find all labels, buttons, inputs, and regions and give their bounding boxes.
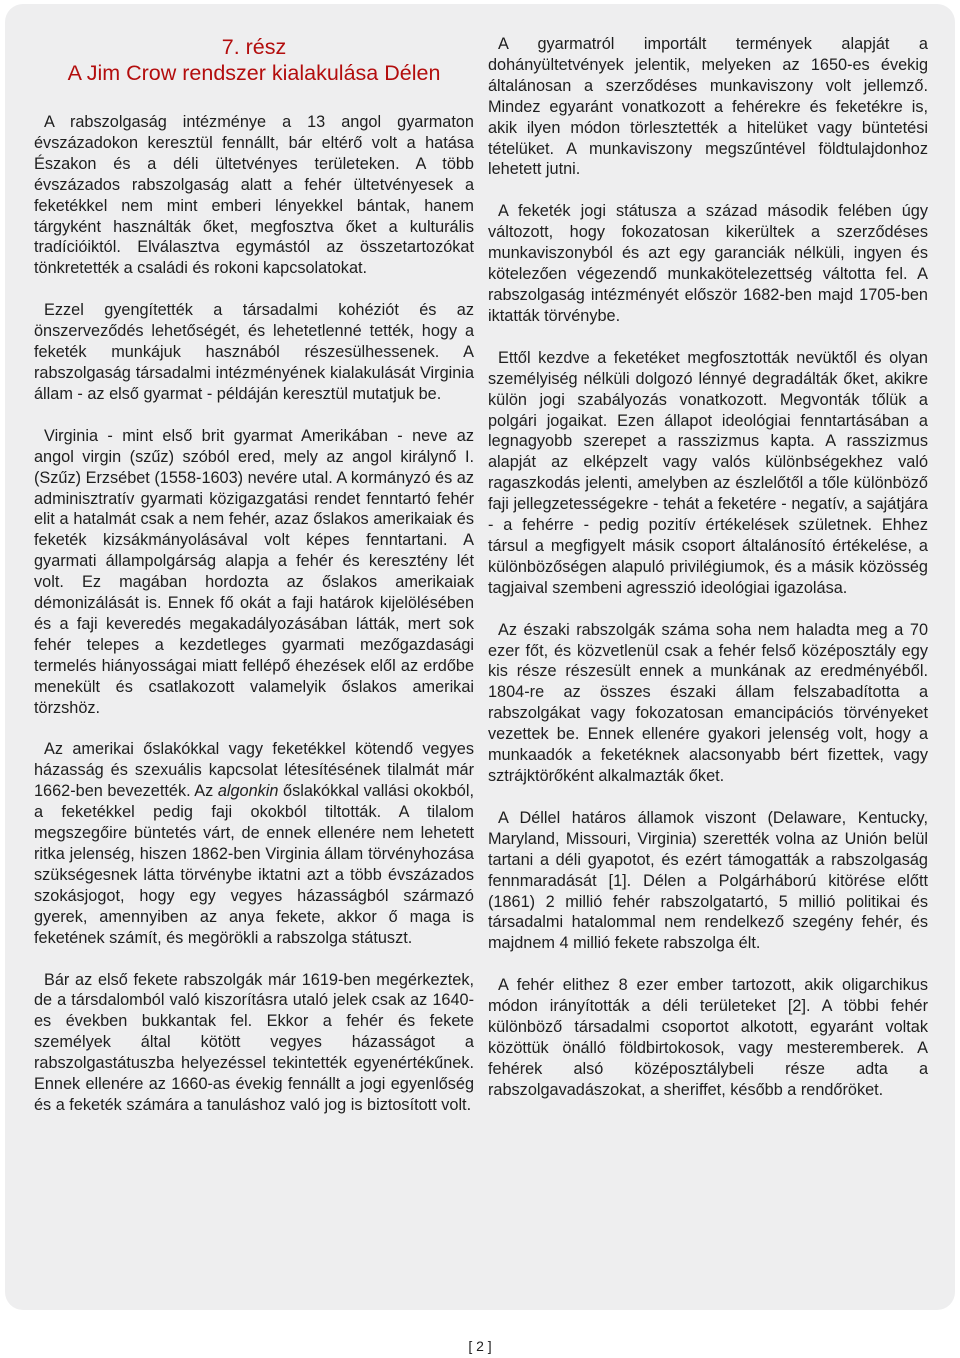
paragraph: Bár az első fekete rabszolgák már 1619-ben megérkeztek, de a társdalomból való kiszorításra utaló jelek csak az 1640-es években bukkantak fel. Ekkor a fehér és fekete személyek által kötött vegyes házasságot a rabszolgastátuszba helyezéssel tekintették egyenértékűnek. Ennek ellenére az 1660-as évekig fennállt a jogi egyenlőség és a feketék számára a tanuláshoz való jog is biztosított volt. (34, 970, 474, 1114)
paragraph: Ettől kezdve a feketéket megfosztották nevüktől és olyan személyiség nélküli dolgozó lénnyé degradálták őket, akikre külön jogi szabályozás vonatkozott. Megvonták tőlük a polgári jogaikat. Ezen állapot ideológiai fenntartásában a legnagyobb szerepet a rasszizmus kapta. A rasszizmus alapját az elképzelt vagy valós különbségekhez való ragaszkodás jelenti, amelyben az észlelőtől a tőle különböző faji jellegzetességekre - tehát a feketére - negatív, a sajátjára - a fehérre - pedig pozitív értékelések születnek. Ehhez társul a megfigyelt másik csoport általánosító értékelése, a különbözőségen alapuló privilégiumok, és a másik közösség tagjaival szembeni agresszió ideológiai igazolása. (488, 348, 928, 597)
paragraph: A Déllel határos államok viszont (Delaware, Kentucky, Maryland, Missouri, Virginia) szerették volna az Unión belül tartani a déli gyapotot, és ezért támogatták a rabszolgaság fennmaradását [1]. Délen a Polgárháború kitörése előtt (1861) 2 millió fehér rabszolgatartó, 5 millió politikai és társadalmi hatalommal nem rendelkező szegény fehér, és majdnem 4 millió fekete rabszolga élt. (488, 808, 928, 953)
chapter-heading (34, 34, 474, 86)
italic-term: algonkin (217, 782, 279, 801)
paragraph-text: őslakókkal vallási okokból, a feketékkel pedig faji okokból tiltották. A tilalom megszegőire büntetés várt, de ennek ellenére nem lehetett ritka jelenség, hiszen 1862-ben Virginia állam törvényhozása szükségesnek látta törvénybe iktatni azt a több évszázados szokásjogot, hogy egy vegyes házasságból származó gyerek, amennyiben az anya fekete, akkor ő maga is feketének számít, és megörökli a rabszolga státuszt. (34, 782, 474, 947)
paragraph: Virginia - mint első brit gyarmat Amerikában - neve az angol virgin (szűz) szóból ered, mely az angol királynő I. (Szűz) Erzsébet (1558-1603) nevére utal. A kormányzó és az adminisztratív gyarmati közigazgatási rendet fenntartó fehér elit a hatalmát csak a nem fehér, azaz őslakos amerikaiak és feketék kizsákmányolásával volt képes fenntartani. A gyarmati állampolgárság alapja a fehér és keresztény lét volt. Ez magában hordozta az őslakos amerikaiak démonizálását is. Ennek fő okát a faji határok kijelölésében és a faji keveredés megakadályozásában látták, mert sok fehér telepes a kezdetleges gyarmati mezőgazdasági termelés hiányosságai miatt fellépő éhezések elől az erdőbe menekült és csatlakozott valamelyik őslakos amerikai törzshöz. (34, 426, 474, 717)
paragraph: A feketék jogi státusza a század második felében úgy változott, hogy fokozatosan kikerültek a szerződéses munkaviszonyból és azt egy garanciák nélküli, ingyen és kötelezően végezendő munkakötelezettség váltotta fel. A rabszolgaság intézményét először 1682-ben majd 1705-ben iktatták törvénybe. (488, 202, 928, 325)
paragraph: A rabszolgaság intézménye a 13 angol gyarmaton évszázadokon keresztül fennállt, bár eltérő volt a hatása Északon és a déli ültetvényes területeken. A több évszázados rabszolgaság alatt a fehér ültetvényesek a feketékkel nem mint emberi lényekkel bántak, hanem tárgyként használták őket, megfosztva őket a kulturális tradícióiktól. Elválasztva egymástól az összetartozókat tönkretették a családi és rokoni kapcsolatokat. (34, 113, 474, 278)
left-column (34, 34, 474, 1137)
paragraph: A fehér elithez 8 ezer ember tartozott, akik oligarchikus módon irányították a déli területeket [2]. A többi fehér különböző társadalmi csoportot alkotott, egyaránt voltak közöttük önálló földbirtokosok, vagy mesteremberek. A fehérek alsó középosztálybeli része adta a rabszolgavadászokat, a sheriffet, később a rendőröket. (488, 976, 928, 1099)
paragraph (34, 739, 474, 948)
page-number: [ 2 ] (468, 1338, 492, 1354)
paragraph: Ezzel gyengítették a társadalmi kohéziót és az önszerveződés lehetőségét, és lehetetlenné tették, hogy a feketék munkájuk hasznából részesülhessenek. A rabszolgaság társadalmi intézményének kialakulását Virginia állam - az első gyarmat - példáján keresztül mutatjuk be. (34, 301, 474, 403)
paragraph: Az északi rabszolgák száma soha nem haladta meg a 70 ezer főt, és közvetlenül csak a fehér felső középosztály egy kis része részesült ennek a munkának az eredményéből. 1804-re az összes északi állam felszabadította a rabszolgákat vagy fokozatosan emancipációs törvényeket vezettek be. Ennek ellenére gyakori jelenség volt, hogy a munkaadók a feketéknek alacsonyabb bért fizettek, vagy sztrájktörőként alkalmazták őket. (488, 620, 928, 785)
chapter-title: A Jim Crow rendszer kialakulása Délen (67, 61, 441, 85)
chapter-part: 7. rész (221, 35, 287, 59)
paragraph: A gyarmatról importált termények alapját a dohányültetvények jelentik, melyeken az 1650-es évekig általánosan a szerződéses munkaviszony volt jellemző. Mindez egyaránt vonatkozott a fehérekre és feketékre is, akik ilyen módon törlesztették a hitelüket vagy büntetési tételüket. A munkaviszony megszűntével földtulajdonhoz lehetett jutni. (488, 35, 928, 179)
right-column (488, 34, 928, 1122)
paragraph-text: Az amerikai őslakókkal vagy feketékkel kötendő vegyes házasság és szexuális kapcsolat létesítésének tilalmát már 1662-ben bevezették. Az (34, 740, 474, 801)
